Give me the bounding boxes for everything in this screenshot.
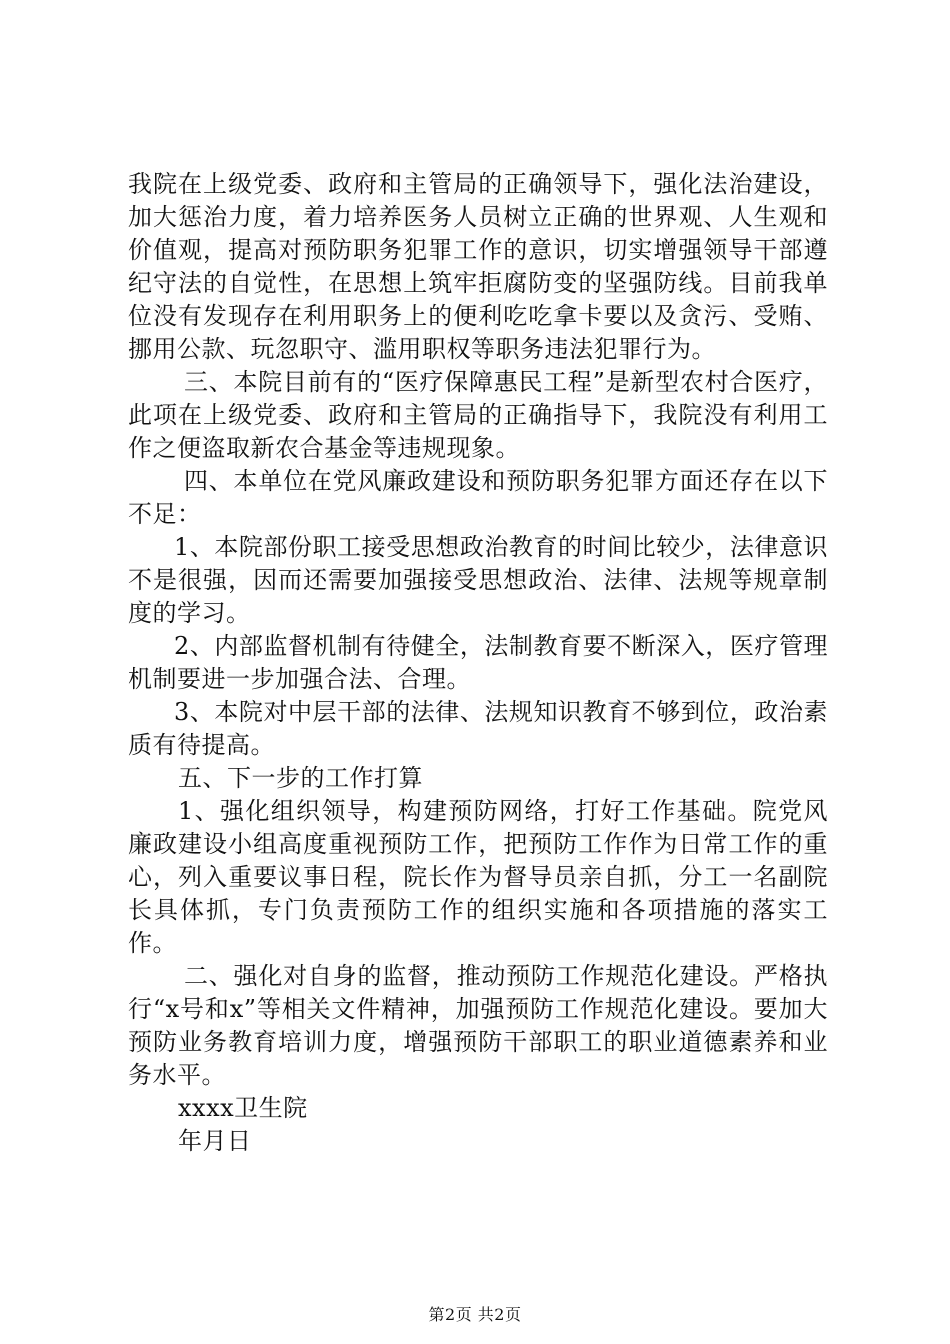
paragraph-item-2: 2、内部监督机制有待健全，法制教育要不断深入，医疗管理机制要进一步加强合法、合理。: [128, 632, 828, 693]
paragraph-section-3: 三、本院目前有的“医疗保障惠民工程”是新型农村合医疗，此项在上级党委、政府和主管局的正确指导下，我院没有利用工作之便盗取新农合基金等违规现象。: [128, 368, 828, 462]
paragraph-item-1: 1、本院部份职工接受思想政治教育的时间比较少，法律意识不是很强，因而还需要加强接受思想政治、法律、法规等规章制度的学习。: [128, 533, 828, 627]
paragraph-section-5: 五、下一步的工作打算: [178, 764, 423, 792]
paragraph-intro: 我院在上级党委、政府和主管局的正确领导下，强化法治建设，加大惩治力度，着力培养医务人员树立正确的世界观、人生观和价值观，提高对预防职务犯罪工作的意识，切实增强领导干部遵纪守法的自觉性，在思想上筑牢拒腐防变的坚强防线。目前我单位没有发现存在利用职务上的便利吃吃拿卡要以及贪污、受贿、挪用公款、玩忽职守、滥用职权等职务违法犯罪行为。: [128, 170, 828, 363]
paragraph-section-4: 四、本单位在党风廉政建设和预防职务犯罪方面还存在以下不足：: [128, 467, 828, 528]
signature-date: 年月日: [178, 1127, 252, 1155]
paragraph-item-3: 3、本院对中层干部的法律、法规知识教育不够到位，政治素质有待提高。: [128, 698, 828, 759]
document-body: [128, 168, 828, 1158]
signature: xxxx卫生院: [178, 1094, 308, 1122]
paragraph-plan-2: 二、强化对自身的监督，推动预防工作规范化建设。严格执行“x号和x”等相关文件精神，加强预防工作规范化建设。要加大预防业务教育培训力度，增强预防干部职工的职业道德素养和业务水平。: [128, 962, 828, 1089]
paragraph-plan-1: 1、强化组织领导，构建预防网络，打好工作基础。院党风廉政建设小组高度重视预防工作，把预防工作作为日常工作的重心，列入重要议事日程，院长作为督导员亲自抓，分工一名副院长具体抓，专门负责预防工作的组织实施和各项措施的落实工作。: [128, 797, 828, 957]
page-footer: 第2页 共2页: [428, 1305, 522, 1324]
